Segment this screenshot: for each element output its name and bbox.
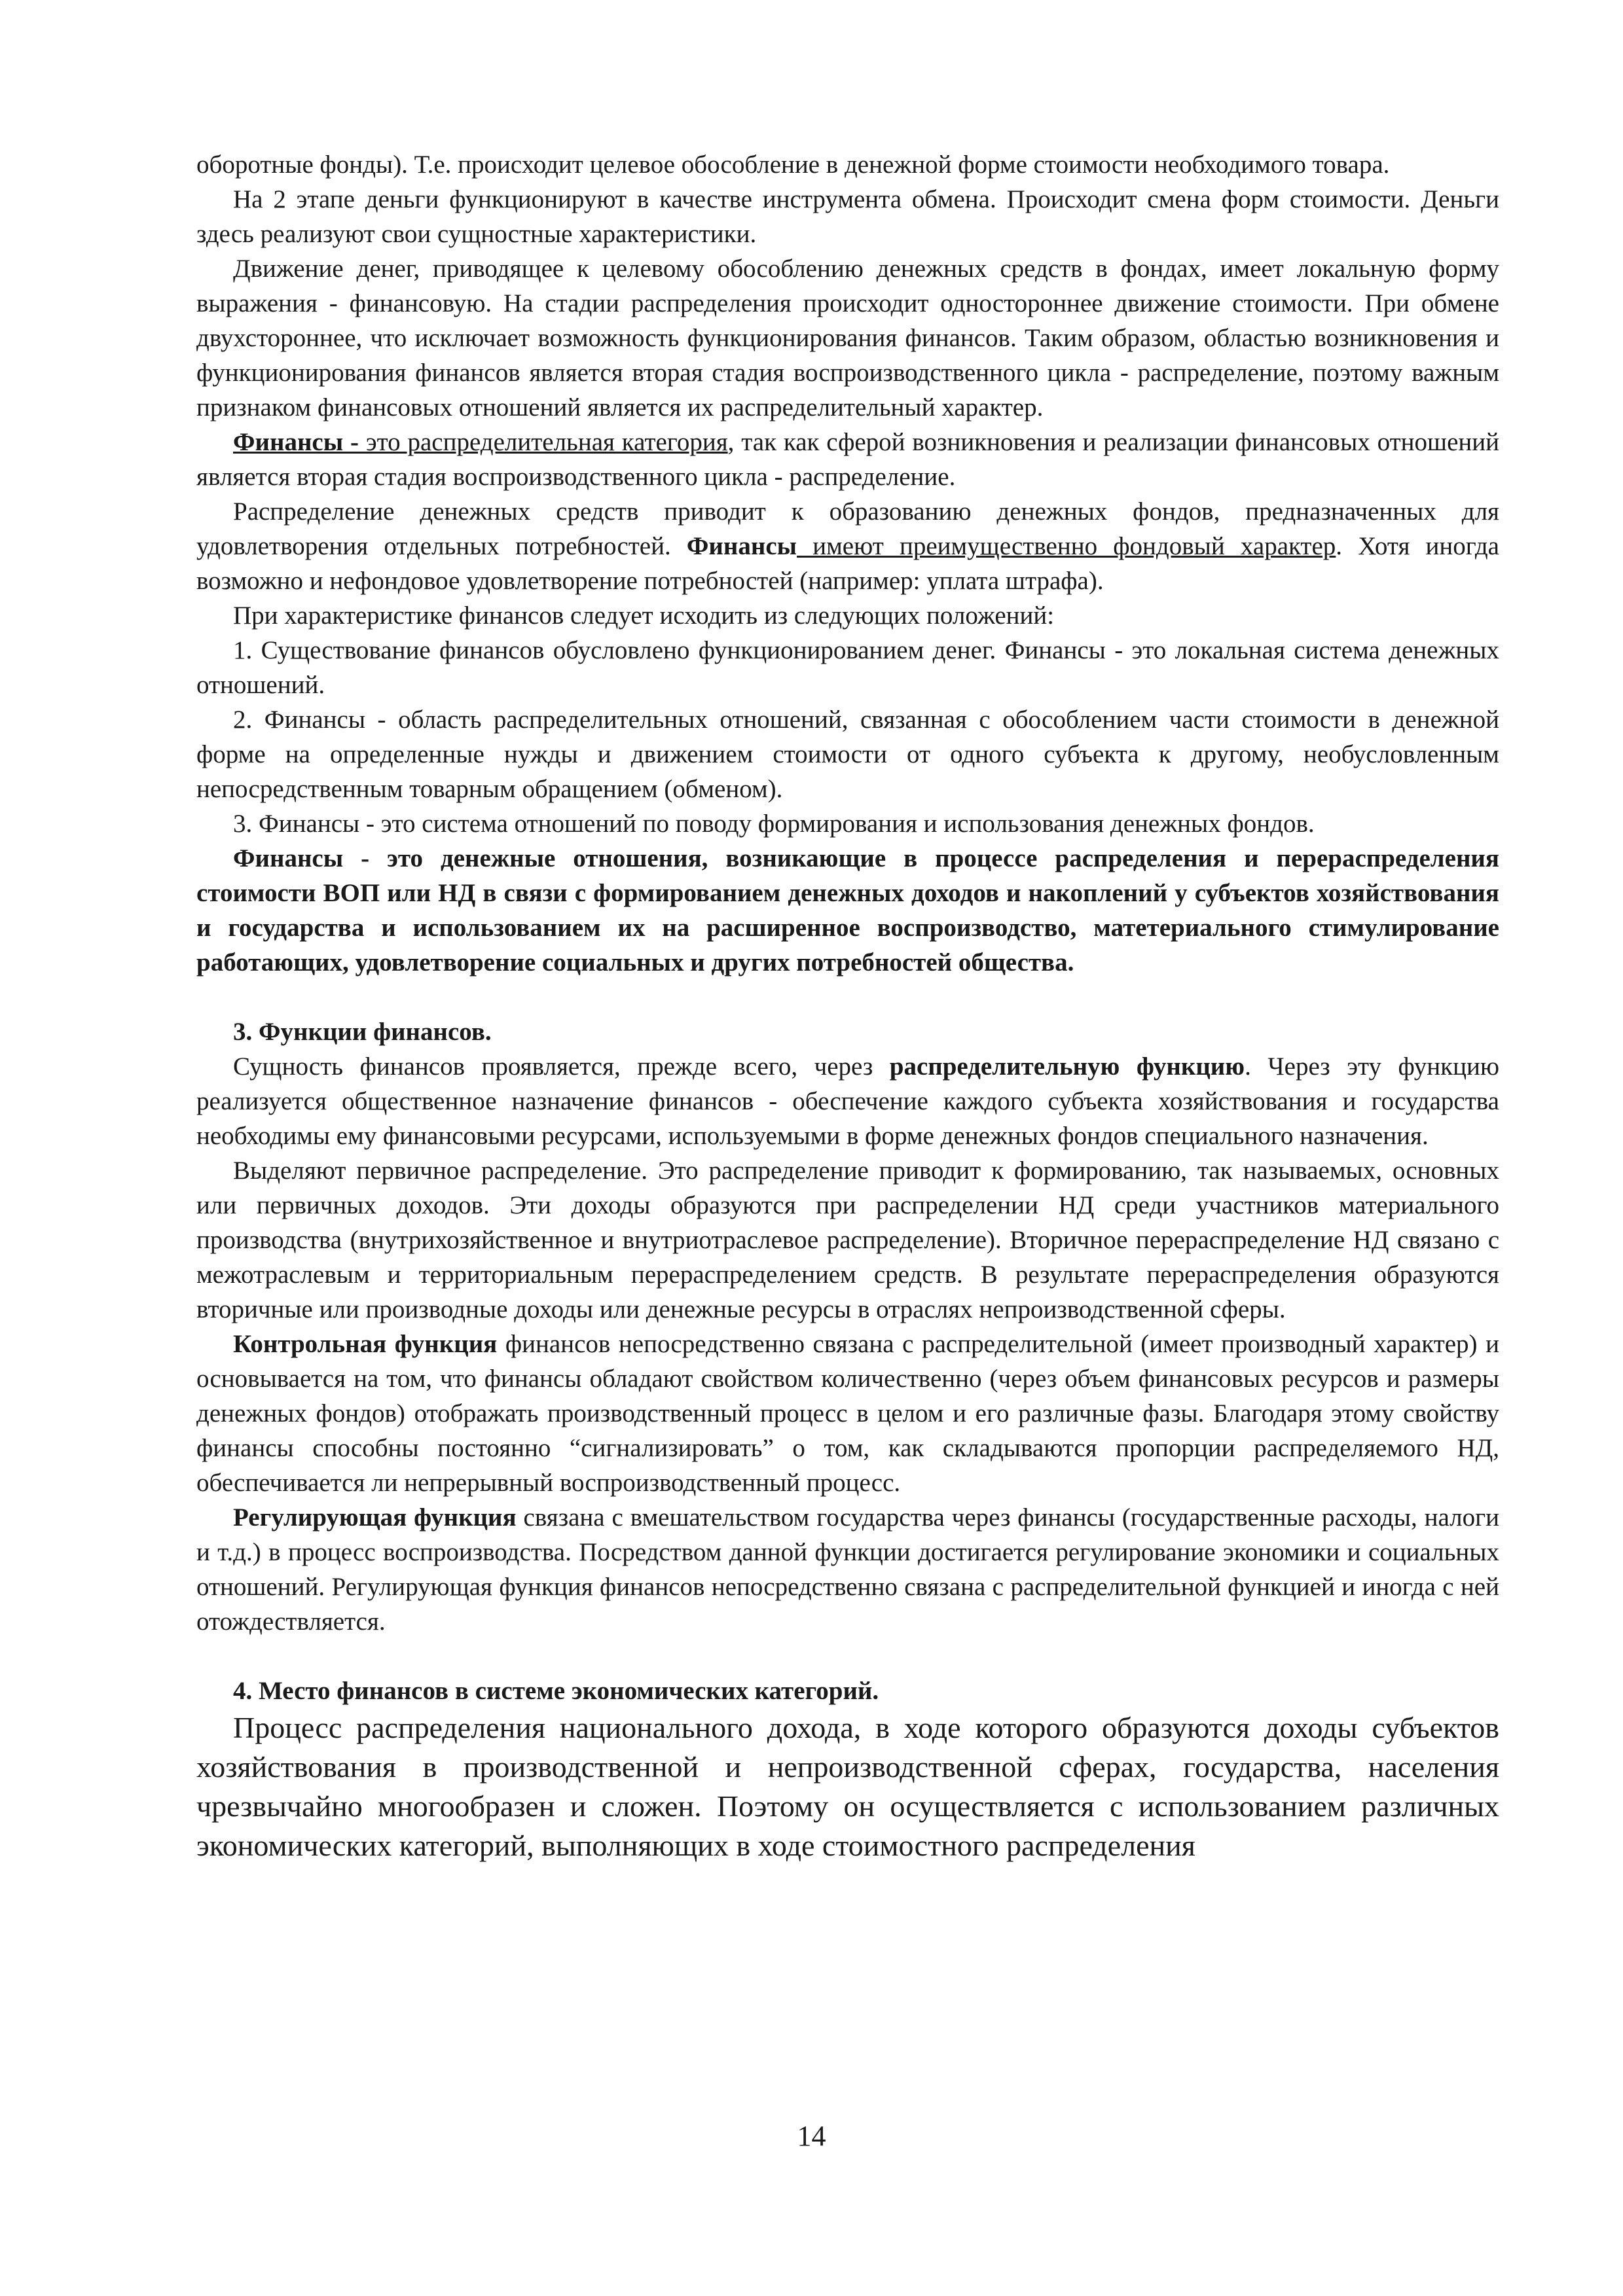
paragraph-text: . Через эту функцию реализуется общественное назначение финансов - обеспечение каждого субъекта хозяйствования и государства необходимы ему финансовыми ресурсами, используемыми в форме денежных фондов специального назначения. <box>196 1052 1499 1150</box>
paragraph-text: финансов непосредственно связана с распределительной (имеет производный характер) и основывается на том, что финансы обладают свойством количественно (через объем финансовых ресурсов и размеры денежных фондов) отображать производственный процесс в целом и его различные фазы. Благодаря этому свойству финансы способны постоянно “сигнализировать” о том, как складываются пропорции распределяемого НД, обеспечивается ли непрерывный воспроизводственный процесс. <box>196 1330 1499 1497</box>
underlined-text: имеют преимущественно фондовый характер <box>797 532 1336 560</box>
paragraph: Выделяют первичное распределение. Это распределение приводит к формированию, так называемых, основных или первичных доходов. Эти доходы образуются при распределении НД среди участников материального производства (внутрихозяйственное и внутриотраслевое распределение). Вторичное перераспределение НД связано с межотраслевым и территориальным перераспределением средств. В результате перераспределения образуются вторичные или производные доходы или денежные ресурсы в отраслях непроизводственной сферы. <box>196 1157 1499 1323</box>
paragraph: При характеристике финансов следует исходить из следующих положений: <box>233 601 1055 630</box>
page-number: 14 <box>797 2120 826 2152</box>
definition-underlined: это распределительная категория <box>359 428 728 456</box>
paragraph: Процесс распределения национального дохода, в ходе которого образуются доходы субъектов хозяйствования в производственной и непроизводственной сферах, государства, населения чрезвычайно многообразен и сложен. Поэтому он осуществляется с использованием различных экономических категорий, выполняющих в ходе стоимостного распределения <box>196 1711 1499 1862</box>
paragraph <box>196 1327 1499 1500</box>
paragraph-text: . Хотя иногда возможно и нефондовое удовлетворение потребностей (например: уплата штрафа). <box>196 532 1499 595</box>
term-control-function: Контрольная функция <box>233 1330 498 1358</box>
paragraph-text: связана с вмешательством государства через финансы (государственные расходы, налоги и т.д.) в процесс воспроизводства. Посредством данной функции достигается регулирование экономики и социальных отношений. Регулирующая функция финансов непосредственно связана с распределительной функцией и иногда с ней отождествляется. <box>196 1503 1499 1636</box>
term-regulating-function: Регулирующая функция <box>233 1503 517 1532</box>
list-item: 3. Финансы - это система отношений по поводу формирования и использования денежных фондов. <box>233 810 1315 838</box>
paragraph: оборотные фонды). Т.е. происходит целевое обособление в денежной форме стоимости необходимого товара. <box>196 151 1390 179</box>
page-body <box>196 147 1499 1865</box>
paragraph <box>196 494 1499 598</box>
paragraph <box>196 1049 1499 1153</box>
finance-definition: Финансы - это денежные отношения, возникающие в процессе распределения и перераспределения стоимости ВОП или НД в связи с формированием денежных доходов и накоплений у субъектов хозяйствования и государства и использованием их на расширенное воспроизводство, матетериального стимулирование работающих, удовлетворение социальных и других потребностей общества. <box>196 844 1499 977</box>
paragraph: Движение денег, приводящее к целевому обособлению денежных средств в фондах, имеет локальную форму выражения - финансовую. На стадии распределения происходит одностороннее движение стоимости. При обмене двухстороннее, что исключает возможность функционирования финансов. Таким образом, областью возникновения и функционирования финансов является вторая стадия воспроизводственного цикла - распределение, поэтому важным признаком финансовых отношений является их распределительный характер. <box>196 255 1499 422</box>
paragraph-text: Сущность финансов проявляется, прежде всего, через <box>233 1052 890 1081</box>
section-4-heading: 4. Место финансов в системе экономических категорий. <box>233 1677 879 1705</box>
paragraph <box>196 425 1499 494</box>
paragraph <box>196 1500 1499 1639</box>
paragraph-text: Распределение денежных средств приводит к образованию денежных фондов, предназначенных для удовлетворения отдельных потребностей. <box>196 497 1499 560</box>
term-distributive-function: распределительную функцию <box>889 1052 1245 1081</box>
term-finance: Финансы - <box>233 428 359 456</box>
paragraph-text: , так как сферой возникновения и реализации финансовых отношений является вторая стадия воспроизводственного цикла - распределение. <box>196 428 1499 491</box>
section-3-heading: 3. Функции финансов. <box>233 1018 492 1046</box>
list-item: 1. Существование финансов обусловлено функционированием денег. Финансы - это локальная система денежных отношений. <box>196 636 1499 699</box>
list-item: 2. Финансы - область распределительных отношений, связанная с обособлением части стоимости в денежной форме на определенные нужды и движением стоимости от одного субъекта к другому, необусловленным непосредственным товарным обращением (обменом). <box>196 706 1499 803</box>
term-finance: Финансы <box>686 532 797 560</box>
paragraph: На 2 этапе деньги функционируют в качестве инструмента обмена. Происходит смена форм стоимости. Деньги здесь реализуют свои сущностные характеристики. <box>196 185 1499 248</box>
